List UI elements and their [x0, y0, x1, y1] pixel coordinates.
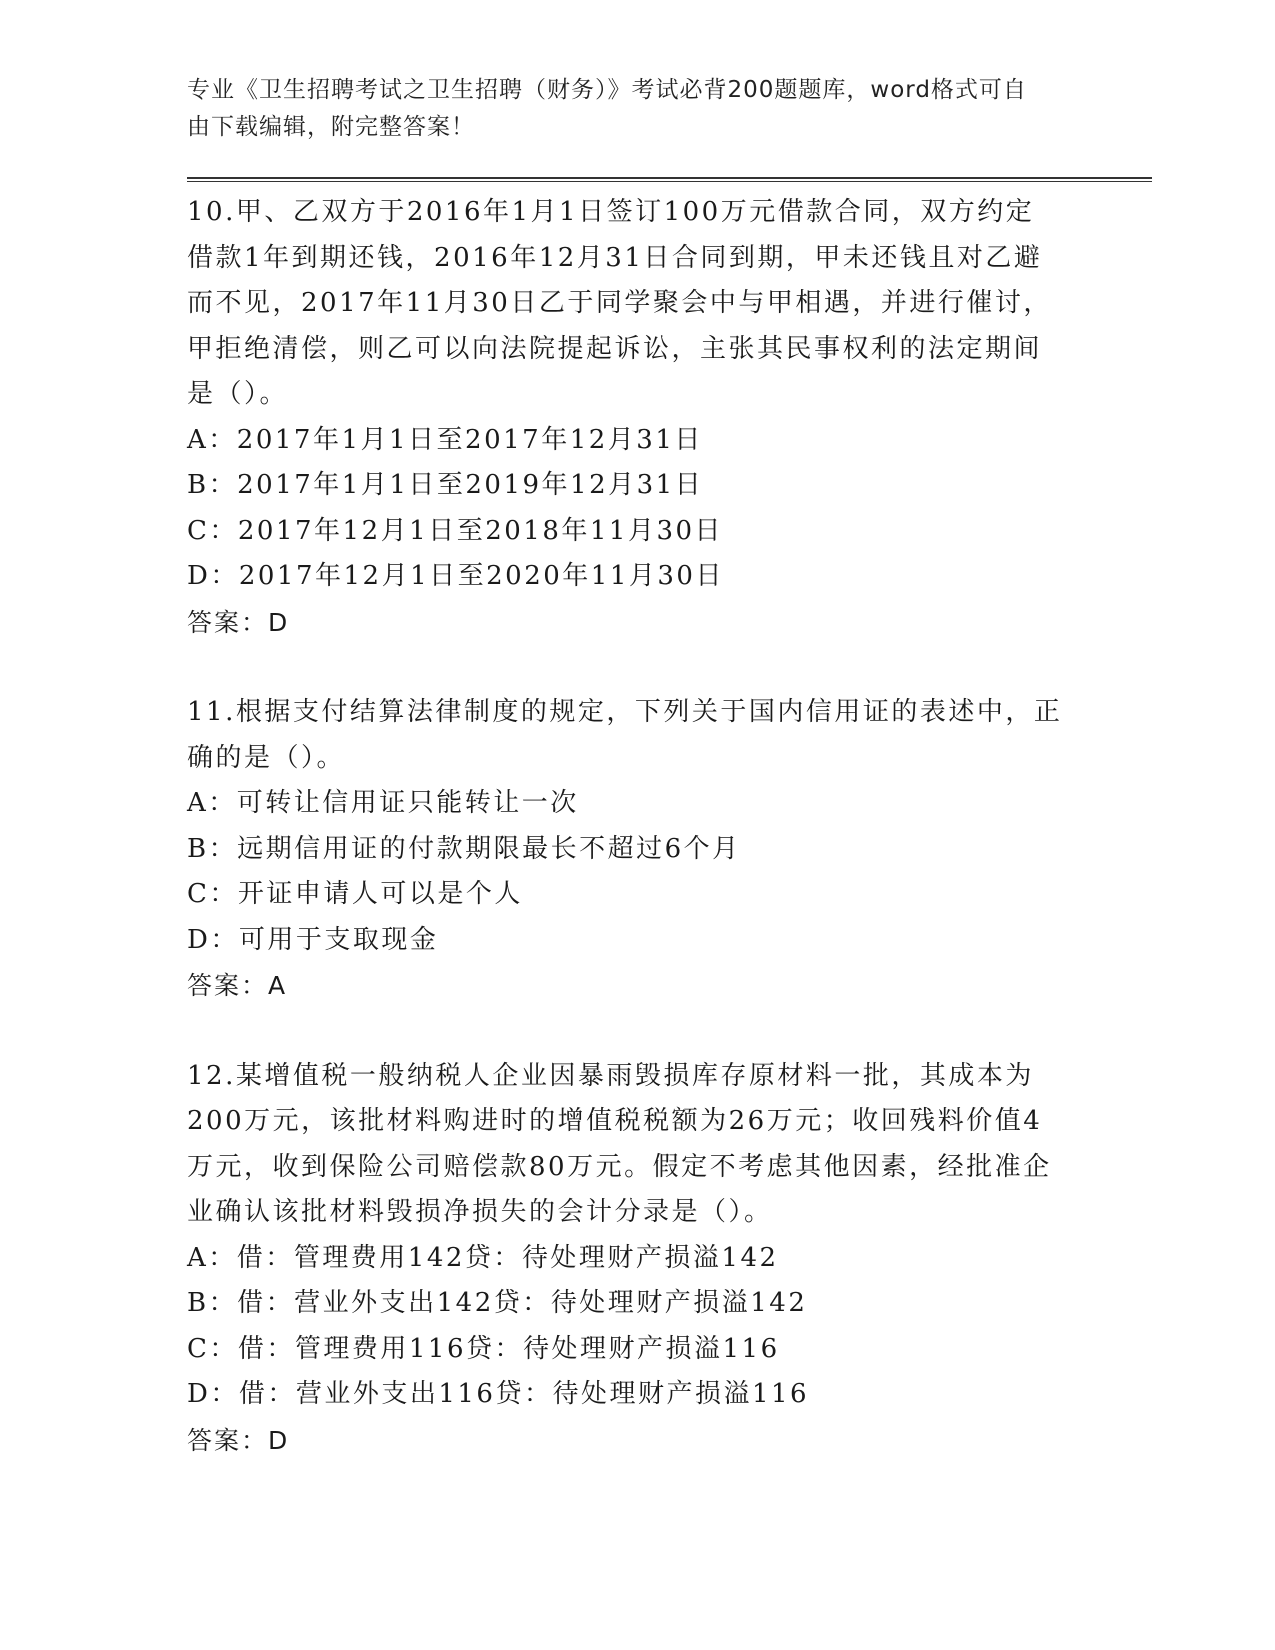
question-stem-line: 确的是（）。 — [187, 742, 346, 773]
question-stem-line: 甲拒绝清偿，则乙可以向法院提起诉讼，主张其民事权利的法定期间 — [187, 333, 1043, 364]
option-d: D：2017年12月1日至2020年11月30日 — [187, 561, 724, 591]
option-a: A：借：管理费用142贷：待处理财产损溢142 — [187, 1242, 779, 1273]
option-b: B：远期信用证的付款期限最长不超过6个月 — [187, 833, 741, 864]
question-stem-line: 业确认该批材料毁损净损失的会计分录是（）。 — [187, 1197, 773, 1227]
answer-line: 答案：A — [187, 971, 288, 1000]
option-a: A：2017年1月1日至2017年12月31日 — [187, 424, 703, 455]
question-stem-line: 12.某增值税一般纳税人企业因暴雨毁损库存原材料一批，其成本为 — [187, 1060, 1034, 1091]
option-c: C：2017年12月1日至2018年11月30日 — [187, 515, 724, 546]
answer-line: 答案：D — [187, 607, 290, 637]
question-12 — [187, 1054, 1087, 1464]
option-d: D：可用于支取现金 — [187, 924, 439, 955]
question-10 — [187, 190, 1087, 645]
option-a: A：可转让信用证只能转让一次 — [187, 788, 579, 818]
question-stem-line: 11.根据支付结算法律制度的规定，下列关于国内信用证的表述中，正 — [187, 697, 1063, 727]
option-c: C：借：管理费用116贷：待处理财产损溢116 — [187, 1333, 780, 1364]
question-spacer — [187, 1009, 1087, 1054]
option-b: B：2017年1月1日至2019年12月31日 — [187, 470, 704, 500]
question-stem-line: 借款1年到期还钱，2016年12月31日合同到期，甲未还钱且对乙避 — [187, 242, 1043, 273]
header-line-1: 专业《卫生招聘考试之卫生招聘（财务）》考试必背200题题库，word格式可自 — [187, 77, 1027, 103]
question-stem-line: 200万元，该批材料购进时的增值税税额为26万元；收回残料价值4 — [187, 1106, 1043, 1136]
header-line-2: 由下载编辑，附完整答案！ — [187, 114, 475, 140]
document-header — [187, 72, 1067, 146]
option-d: D：借：营业外支出116贷：待处理财产损溢116 — [187, 1379, 810, 1409]
question-stem-line: 10.甲、乙双方于2016年1月1日签订100万元借款合同，双方约定 — [187, 197, 1035, 227]
question-list — [187, 190, 1087, 1463]
option-c: C：开证申请人可以是个人 — [187, 879, 523, 909]
question-stem-line: 是（）。 — [187, 379, 289, 409]
question-stem-line: 而不见，2017年11月30日乙于同学聚会中与甲相遇，并进行催讨， — [187, 288, 1052, 318]
question-spacer — [187, 645, 1087, 690]
header-divider — [187, 177, 1152, 182]
question-11 — [187, 690, 1087, 1009]
option-b: B：借：营业外支出142贷：待处理财产损溢142 — [187, 1288, 808, 1318]
question-stem-line: 万元，收到保险公司赔偿款80万元。假定不考虑其他因素，经批准企 — [187, 1151, 1052, 1182]
answer-line: 答案：D — [187, 1425, 290, 1455]
